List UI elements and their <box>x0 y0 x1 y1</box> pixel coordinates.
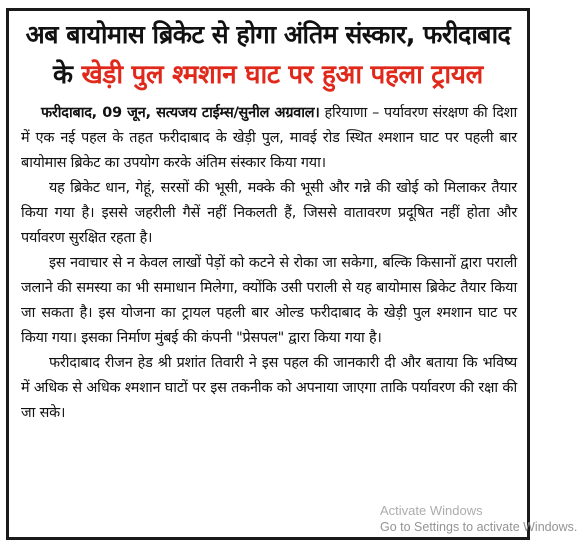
headline-line-1: अब बायोमास ब्रिकेट से होगा अंतिम संस्कार, फरीदाबाद <box>25 20 511 49</box>
watermark-title: Activate Windows <box>380 503 483 518</box>
watermark-subtitle: Go to Settings to activate Windows. <box>380 520 577 534</box>
article-paragraph-2: यह ब्रिकेट धान, गेहूं, सरसों की भूसी, मक्के की भूसी और गन्ने की खोई को मिलाकर तैयार किया गया है। इससे जहरीली गैसें नहीं निकलती हैं, जिससे वातावरण प्रदूषित नहीं होता और पर्यावरण सुरक्षित रहता है। <box>21 180 517 246</box>
headline-line-2-prefix: के <box>53 60 82 90</box>
headline-line-2 <box>9 55 527 95</box>
headline-highlight: खेड़ी पुल श्मशान घाट पर हुआ पहला ट्रायल <box>81 60 483 90</box>
article-paragraph-1-text: हरियाणा – पर्यावरण संरक्षण की दिशा में एक नई पहल के तहत फरीदाबाद के खेड़ी पुल, मावई रोड स्थित श्मशान घाट पर पहली बार बायोमास ब्रिकेट का उपयोग करके अंतिम संस्कार किया गया। <box>21 105 517 171</box>
article-paragraph-3: इस नवाचार से न केवल लाखों पेड़ों को कटने से रोका जा सकेगा, बल्कि किसानों द्वारा पराली जलाने की समस्या का भी समाधान मिलेगा, क्योंकि उसी पराली से यह बायोमास ब्रिकेट तैयार किया जा सकता है। इस योजना का ट्रायल पहली बार ओल्ड फरीदाबाद के खेड़ी पुल श्मशान घाट पर किया गया। इसका निर्माण मुंबई की कंपनी "प्रेसपल" द्वारा किया गया है। <box>21 255 517 346</box>
dateline: फरीदाबाद, 09 जून, सत्यजय टाईम्स/सुनील अग्रवाल। <box>41 105 320 121</box>
article-paragraph-1 <box>21 101 517 176</box>
headline <box>9 15 527 95</box>
article-paragraph-4: फरीदाबाद रीजन हेड श्री प्रशांत तिवारी ने इस पहल की जानकारी दी और बताया कि भविष्य में अधिक से अधिक श्मशान घाटों पर इस तकनीक को अपनाया जाएगा ताकि पर्यावरण की रक्षा की जा सके। <box>21 355 517 421</box>
article-body <box>21 101 517 426</box>
newspaper-clipping <box>6 8 577 540</box>
activate-windows-watermark <box>380 503 577 535</box>
